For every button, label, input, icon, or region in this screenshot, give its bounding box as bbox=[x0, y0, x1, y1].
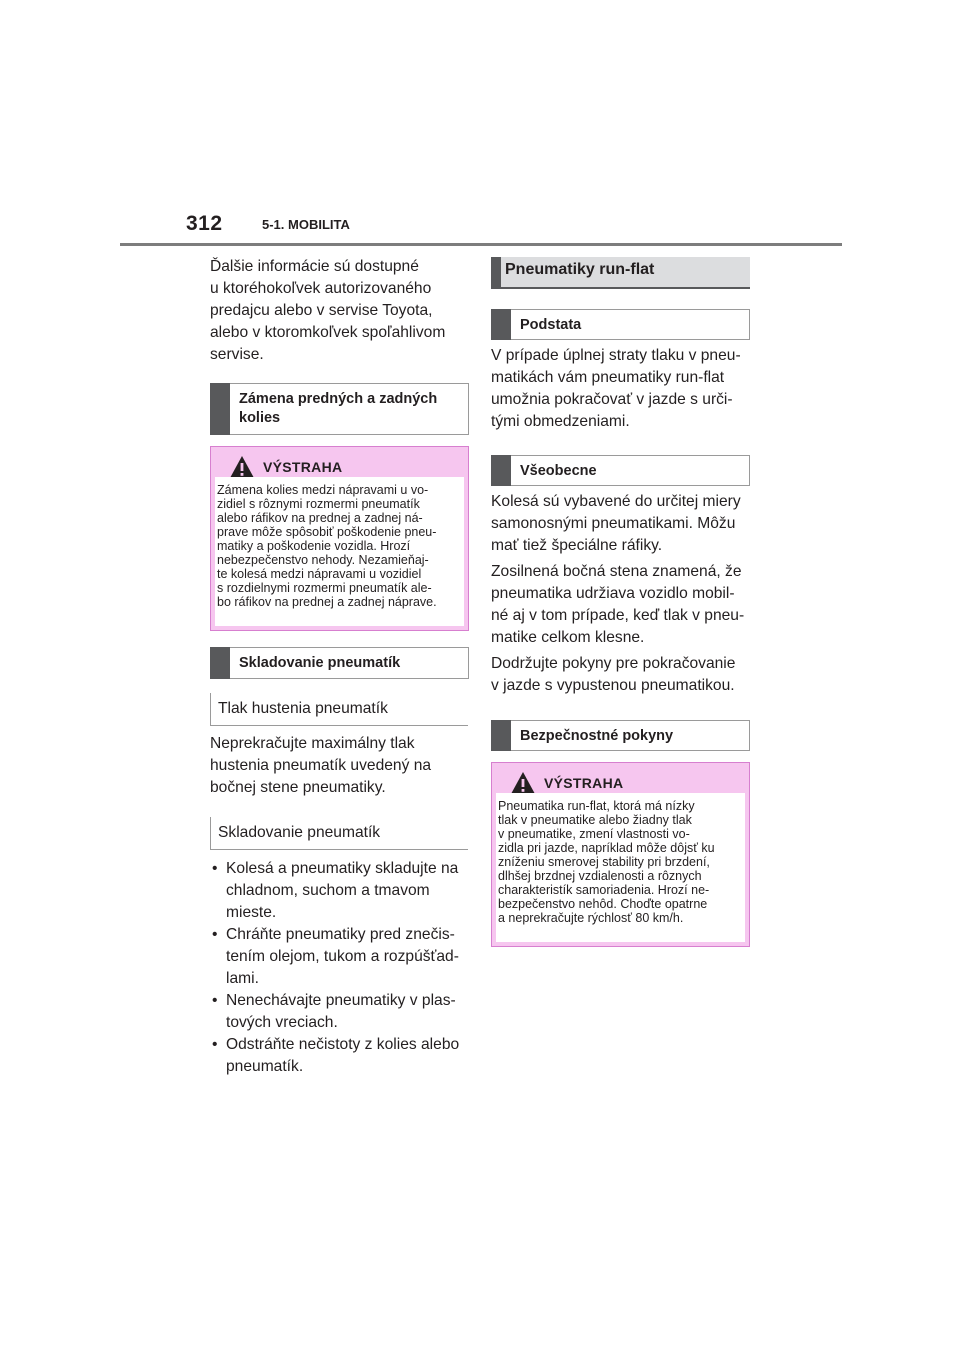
heading-bar bbox=[491, 720, 511, 751]
heading-box-safety bbox=[491, 720, 750, 751]
warning-text: Zámena kolies medzi nápravami u vo- zidiel s rôznymi rozmermi pneumatík alebo ráfikov na prednej a zadnej ná- prave môže spôsobiť poškodenie pneu- matiky a poškodenie vozidla. Hrozí nebezpečenstvo nehody. Nezamieňaj- te kolesá medzi nápravami u vozidiel s rozdielnymi rozmermi pneumatík ale- bo ráfikov na prednej a zadnej náprave. bbox=[215, 477, 464, 626]
heading-label: Bezpečnostné pokyny bbox=[520, 728, 674, 744]
heading-box-wheel-swap bbox=[210, 383, 469, 435]
bullet-dot: • bbox=[212, 860, 218, 877]
heading-bar bbox=[491, 257, 501, 289]
list-item: • Nenechávajte pneumatiky v plas- tových vreciach. bbox=[212, 992, 456, 1031]
warning-box-wheel-swap bbox=[210, 446, 469, 631]
subheading-underline bbox=[210, 725, 468, 726]
bullet-dot: • bbox=[212, 1036, 218, 1053]
heading-box-basis bbox=[491, 309, 750, 340]
section-title: 5-1. MOBILITA bbox=[262, 217, 350, 232]
warning-title: VÝSTRAHA bbox=[263, 459, 343, 475]
general-paragraph-2: Zosilnená bočná stena znamená, že pneumatika udržiava vozidlo mobil- né aj v tom prípade, keď tlak v pneu- matike celkom klesne. bbox=[491, 563, 745, 646]
page-number: 312 bbox=[186, 212, 223, 235]
intro-paragraph: Ďalšie informácie sú dostupné u ktoréhokoľvek autorizovaného predajcu alebo v servise Toyota, alebo v ktoromkoľvek spoľahlivom servise. bbox=[210, 258, 446, 363]
bullet-dot: • bbox=[212, 992, 218, 1009]
heading-label: Zámena predných a zadných kolies bbox=[239, 391, 438, 426]
heading-label: Skladovanie pneumatík bbox=[239, 655, 401, 671]
list-item: • Chráňte pneumatiky pred znečis- tením olejom, tukom a rozpúšťad- lami. bbox=[212, 926, 459, 987]
heading-box-general bbox=[491, 455, 750, 486]
heading-bar bbox=[491, 455, 511, 486]
heading-box-tire-storage bbox=[210, 647, 469, 679]
heading-label: Podstata bbox=[520, 317, 582, 333]
list-item: • Odstráňte nečistoty z kolies alebo pneumatík. bbox=[212, 1036, 460, 1075]
subheading-tire-storage: Skladovanie pneumatík bbox=[218, 824, 381, 841]
heading-label: Všeobecne bbox=[520, 463, 597, 479]
list-item: • Kolesá a pneumatiky skladujte na chladnom, suchom a tmavom mieste. bbox=[212, 860, 459, 921]
subheading-rule bbox=[210, 817, 211, 850]
heading-bar bbox=[210, 383, 230, 435]
heading-bar bbox=[491, 309, 511, 340]
warning-triangle-icon bbox=[510, 771, 536, 795]
section-heading-run-flat bbox=[491, 257, 750, 289]
general-paragraph-3: Dodržujte pokyny pre pokračovanie v jazde s vypustenou pneumatikou. bbox=[491, 655, 736, 694]
header-rule bbox=[120, 243, 842, 246]
subheading-tire-pressure: Tlak hustenia pneumatík bbox=[218, 700, 388, 717]
basis-paragraph: V prípade úplnej straty tlaku v pneu- matikách vám pneumatiky run-flat umožnia pokračovať v jazde s urči- tými obmedzeniami. bbox=[491, 347, 741, 430]
general-paragraph-1: Kolesá sú vybavené do určitej miery samonosnými pneumatikami. Môžu mať tiež špeciálne ráfiky. bbox=[491, 493, 741, 554]
heading-label: Pneumatiky run-flat bbox=[505, 261, 655, 278]
heading-bar bbox=[210, 647, 230, 679]
warning-title: VÝSTRAHA bbox=[544, 775, 624, 791]
subheading-rule bbox=[210, 693, 211, 726]
pressure-paragraph: Neprekračujte maximálny tlak hustenia pneumatík uvedený na bočnej stene pneumatiky. bbox=[210, 735, 432, 796]
warning-triangle-icon bbox=[229, 455, 255, 479]
storage-bullet-list bbox=[210, 858, 459, 1078]
warning-text: Pneumatika run-flat, ktorá má nízky tlak v pneumatike alebo žiadny tlak v pneumatike, zmení vlastnosti vo- zidla pri jazde, napríklad môže dôjsť ku zníženiu smerovej stability pri brzdení, dlhšej brzdnej vzdialenosti a rôznych charakteristík samoriadenia. Hrozí ne- bezpečenstvo nehôd. Choďte opatrne a neprekračujte rýchlosť 80 km/h. bbox=[496, 793, 745, 942]
bullet-dot: • bbox=[212, 926, 218, 943]
subheading-underline bbox=[210, 849, 468, 850]
warning-box-run-flat bbox=[491, 762, 750, 947]
